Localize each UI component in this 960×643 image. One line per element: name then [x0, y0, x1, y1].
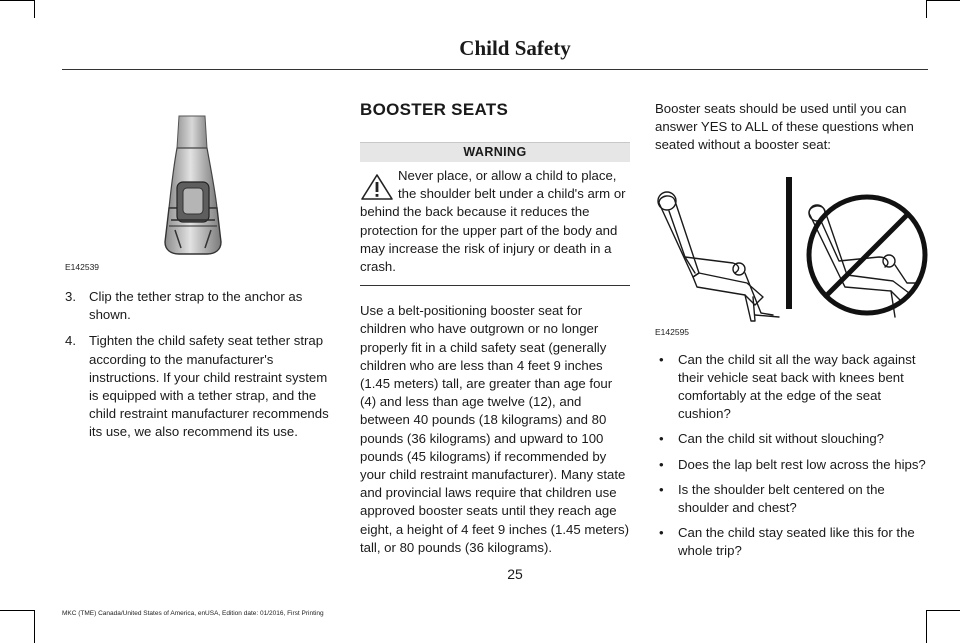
crop-mark — [34, 0, 35, 18]
header-divider — [62, 69, 928, 70]
left-column — [65, 112, 339, 450]
seat-belt-buckle-illustration — [65, 112, 339, 262]
step-list — [65, 288, 339, 442]
list-item — [655, 456, 931, 474]
warning-text: Never place, or allow a child to place, the shoulder belt under a child's arm or behind the back because it reduces the protection for the upper part of the body and may increase the risk of injury or death in a crash. — [360, 168, 626, 275]
warning-header: WARNING — [360, 142, 630, 162]
checklist-text: Can the child sit without slouching? — [678, 431, 884, 447]
intro-paragraph: Booster seats should be used until you can answer YES to ALL of these questions when seated without a booster seat: — [655, 101, 914, 153]
list-item — [655, 481, 931, 517]
seating-posture-illustration — [655, 165, 931, 325]
bullet-icon: • — [659, 525, 664, 541]
step-text: Tighten the child safety seat tether strap according to the manufacturer's instructions. If your child restraint system is equipped with a tether strap, and the child restraint manufacturer recommends its use, we also recommend its use. — [89, 333, 329, 440]
booster-seat-figure — [655, 165, 931, 325]
checklist-text: Can the child sit all the way back against their vehicle seat back with knees bent comfortably at the edge of the seat cushion? — [678, 351, 916, 422]
crop-mark — [926, 610, 960, 611]
list-item — [655, 430, 931, 448]
bullet-icon: • — [659, 481, 664, 497]
step-number: 4. — [65, 333, 76, 349]
list-item — [65, 332, 339, 441]
middle-column — [360, 100, 630, 557]
right-column — [655, 100, 931, 568]
list-item — [65, 288, 339, 324]
checklist-text: Is the shoulder belt centered on the shoulder and chest? — [678, 481, 885, 516]
divider-bar — [786, 177, 792, 309]
body-paragraph: Use a belt-positioning booster seat for children who have outgrown or no longer properly fit in a child safety seat (generally children who are less than 4 feet 9 inches (1.45 meters) tall, are greater than age four (4) and less than age twelve (12), and between 40 pounds (18 kilograms) and 80 pounds (36 kilograms) and upward to 100 pounds (45 kilograms) if recommended by your child restraint manufacturer). Many state and provincial laws require that children use approved booster seats until they reach age eight, a height of 4 feet 9 inches (1.45 meters) tall, or 80 pounds (36 kilograms). — [360, 303, 630, 555]
crop-mark — [926, 610, 927, 643]
bullet-icon: • — [659, 456, 664, 472]
checklist-text: Does the lap belt rest low across the hips? — [678, 456, 926, 472]
crop-mark — [0, 610, 34, 611]
bullet-icon: • — [659, 351, 664, 367]
warning-triangle-icon — [360, 173, 394, 201]
list-item — [655, 351, 931, 424]
figure-code: E142539 — [65, 262, 100, 272]
section-heading: BOOSTER SEATS — [360, 100, 509, 119]
bullet-icon: • — [659, 431, 664, 447]
figure-code: E142595 — [655, 326, 690, 337]
footer-edition-info: MKC (TME) Canada/United States of America, enUSA, Edition date: 01/2016, First Printing — [62, 610, 324, 617]
crop-mark — [926, 0, 927, 18]
step-text: Clip the tether strap to the anchor as shown. — [89, 289, 303, 323]
warning-divider — [360, 285, 630, 286]
step-number: 3. — [65, 289, 76, 304]
page-title: Child Safety — [459, 36, 571, 60]
warning-box — [360, 167, 630, 276]
list-item — [655, 524, 931, 560]
crop-mark — [34, 610, 35, 643]
tether-anchor-figure — [65, 112, 339, 262]
page-number: 25 — [507, 566, 523, 582]
checklist — [655, 351, 931, 561]
checklist-text: Can the child stay seated like this for the whole trip? — [678, 525, 915, 559]
crop-mark — [0, 0, 34, 1]
crop-mark — [926, 0, 960, 1]
